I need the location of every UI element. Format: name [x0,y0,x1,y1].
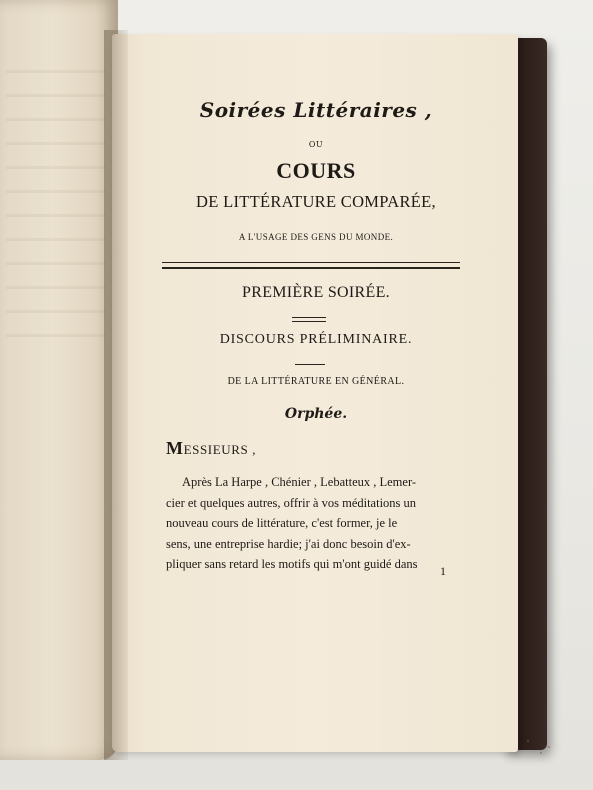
body-line: sens, une entreprise hardie; j'ai donc besoin d'ex- [166,536,411,551]
main-title: Soirées Littéraires , [199,98,433,122]
discours-heading: DISCOURS PRÉLIMINAIRE. [219,332,413,347]
body-line: Après La Harpe , Chénier , Lebatteux , Lemer- [182,475,417,489]
left-page [0,0,118,760]
salutation [166,438,256,459]
title-page [112,34,518,752]
dust-speck [527,740,529,742]
body-line: pliquer sans retard les motifs qui m'ont guidé dans [166,557,418,571]
body-line: nouveau cours de littérature, c'est former, je le [166,516,398,530]
bleed-through-text [6,70,106,340]
page-number: 1 [440,564,446,578]
body-line: cier et quelques autres, offrir à vos méditations un [166,495,417,510]
salutation-initial: M [166,438,184,458]
short-double-rule [292,317,326,322]
usage-line: A L'USAGE DES GENS DU MONDE. [238,232,394,242]
subtitle: DE LITTÉRATURE COMPARÉE, [196,192,436,211]
dust-speck [540,752,542,754]
cours-heading: COURS [276,158,356,183]
page-gutter-shadow [104,30,128,760]
premiere-soiree-heading: PREMIÈRE SOIRÉE. [242,284,390,301]
single-rule-divider [295,364,325,365]
connector-word: OU [308,140,324,149]
dust-speck [548,746,550,748]
section-heading: DE LA LITTÉRATURE EN GÉNÉRAL. [227,376,405,387]
body-paragraph [166,472,456,575]
subsection-heading: Orphée. [284,406,348,422]
double-rule-divider [162,262,460,269]
salutation-rest: ESSIEURS , [183,442,257,457]
